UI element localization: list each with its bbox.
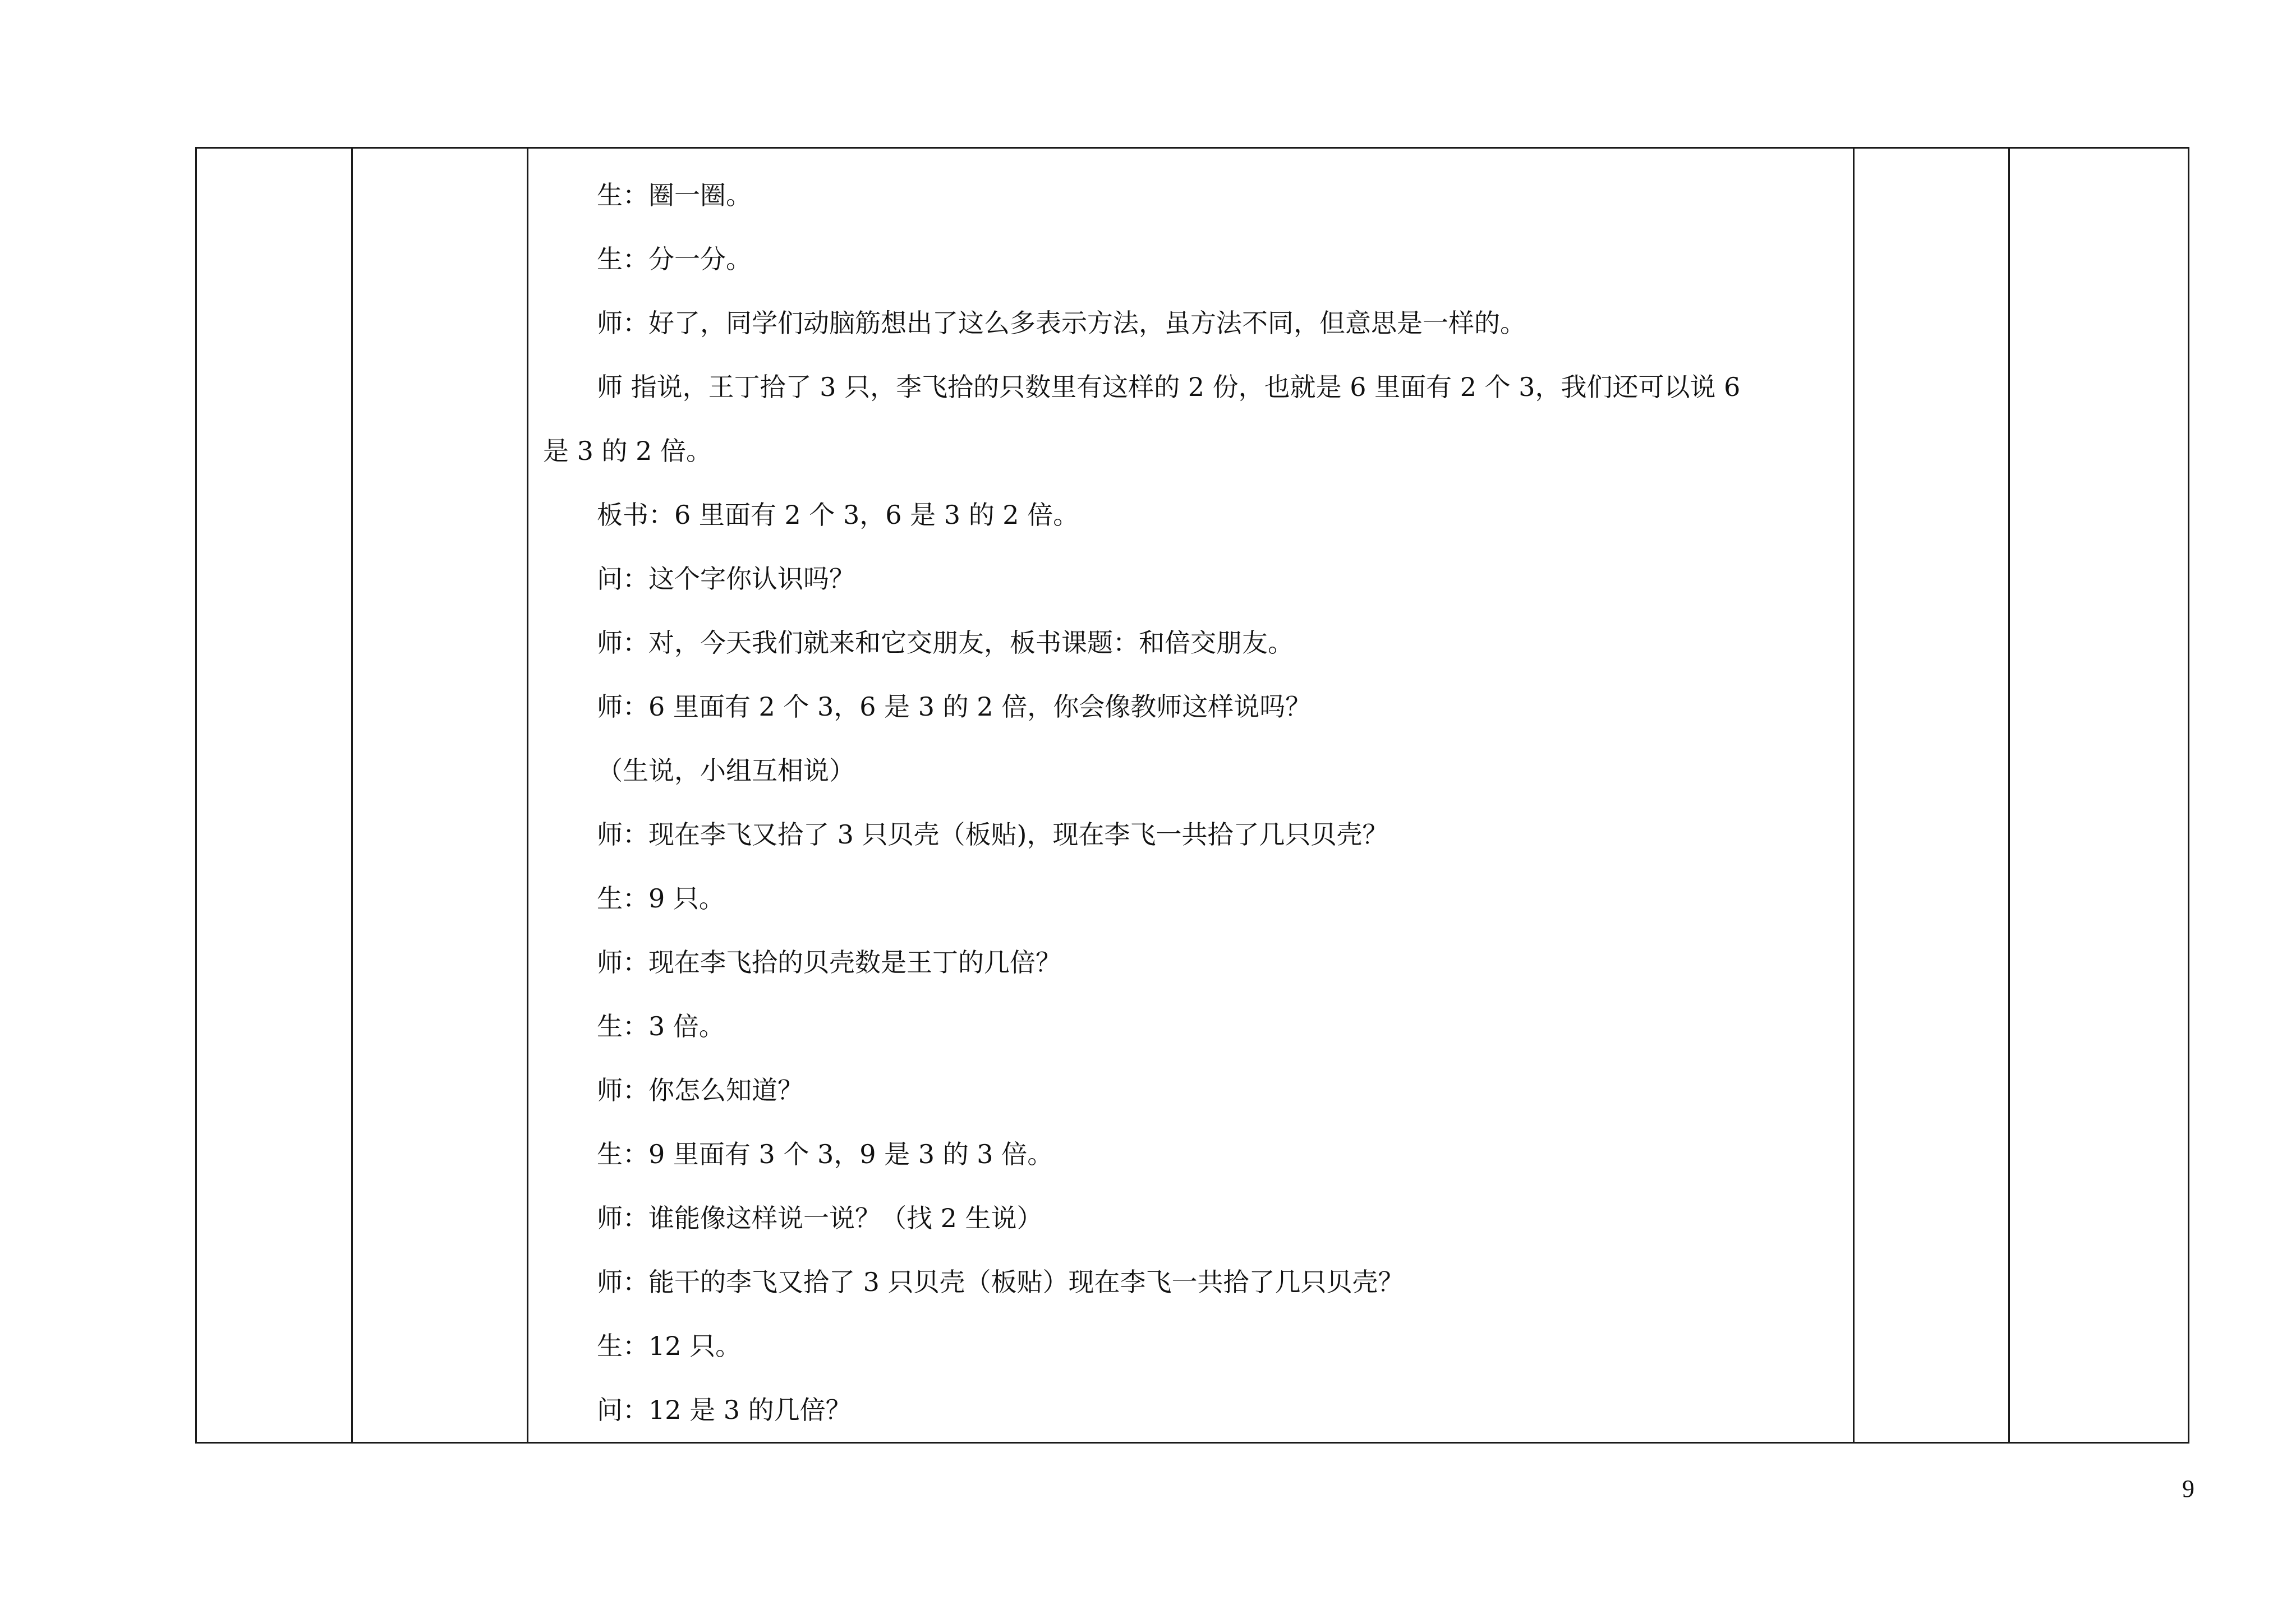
dialogue-line: 师：能干的李飞又拾了 3 只贝壳（板贴）现在李飞一共拾了几只贝壳？ [597,1267,1404,1297]
dialogue-line: 生：分一分。 [597,244,752,274]
dialogue-line: 是 3 的 2 倍。 [543,436,712,466]
dialogue-line: 问：12 是 3 的几倍？ [597,1395,852,1425]
dialogue-line: 师：6 里面有 2 个 3，6 是 3 的 2 倍，你会像教师这样说吗？ [597,691,1312,722]
dialogue-line: 师 指说，王丁拾了 3 只，李飞拾的只数里有这样的 2 份，也就是 6 里面有 2 个 3，我们还可以说 6 [597,372,1741,402]
dialogue-line: 师：好了，同学们动脑筋想出了这么多表示方法，虽方法不同，但意思是一样的。 [597,308,1526,338]
empty-cell-2 [352,148,528,1443]
dialogue-line: 生：9 里面有 3 个 3，9 是 3 的 3 倍。 [597,1139,1053,1169]
dialogue-line: 问：这个字你认识吗？ [597,564,855,594]
dialogue-line: 生：3 倍。 [597,1011,725,1041]
table-row [196,148,2189,1443]
dialogue-line: （生说，小组互相说） [597,755,855,786]
empty-cell-1 [196,148,352,1443]
dialogue-line: 师：谁能像这样说一说？（找 2 生说） [597,1203,1043,1233]
empty-cell-4 [1854,148,2009,1443]
page-number: 9 [2182,1475,2194,1502]
dialogue-line: 生：圈一圈。 [597,180,752,210]
dialogue-lines [543,163,1830,1442]
dialogue-line: 师：现在李飞又拾了 3 只贝壳（板贴)，现在李飞一共拾了几只贝壳？ [597,819,1388,850]
dialogue-line: 生：9 只。 [597,883,725,914]
dialogue-line: 师：现在李飞拾的贝壳数是王丁的几倍？ [597,947,1061,978]
dialogue-line: 生：12 只。 [597,1331,742,1361]
dialogue-line: 师：对，今天我们就来和它交朋友，板书课题：和倍交朋友。 [597,628,1294,658]
dialogue-line: 板书：6 里面有 2 个 3，6 是 3 的 2 倍。 [597,500,1079,530]
empty-cell-5 [2009,148,2189,1443]
dialogue-line: 师：你怎么知道？ [597,1075,803,1105]
teaching-process-cell [528,148,1854,1443]
lesson-plan-table [195,147,2189,1444]
